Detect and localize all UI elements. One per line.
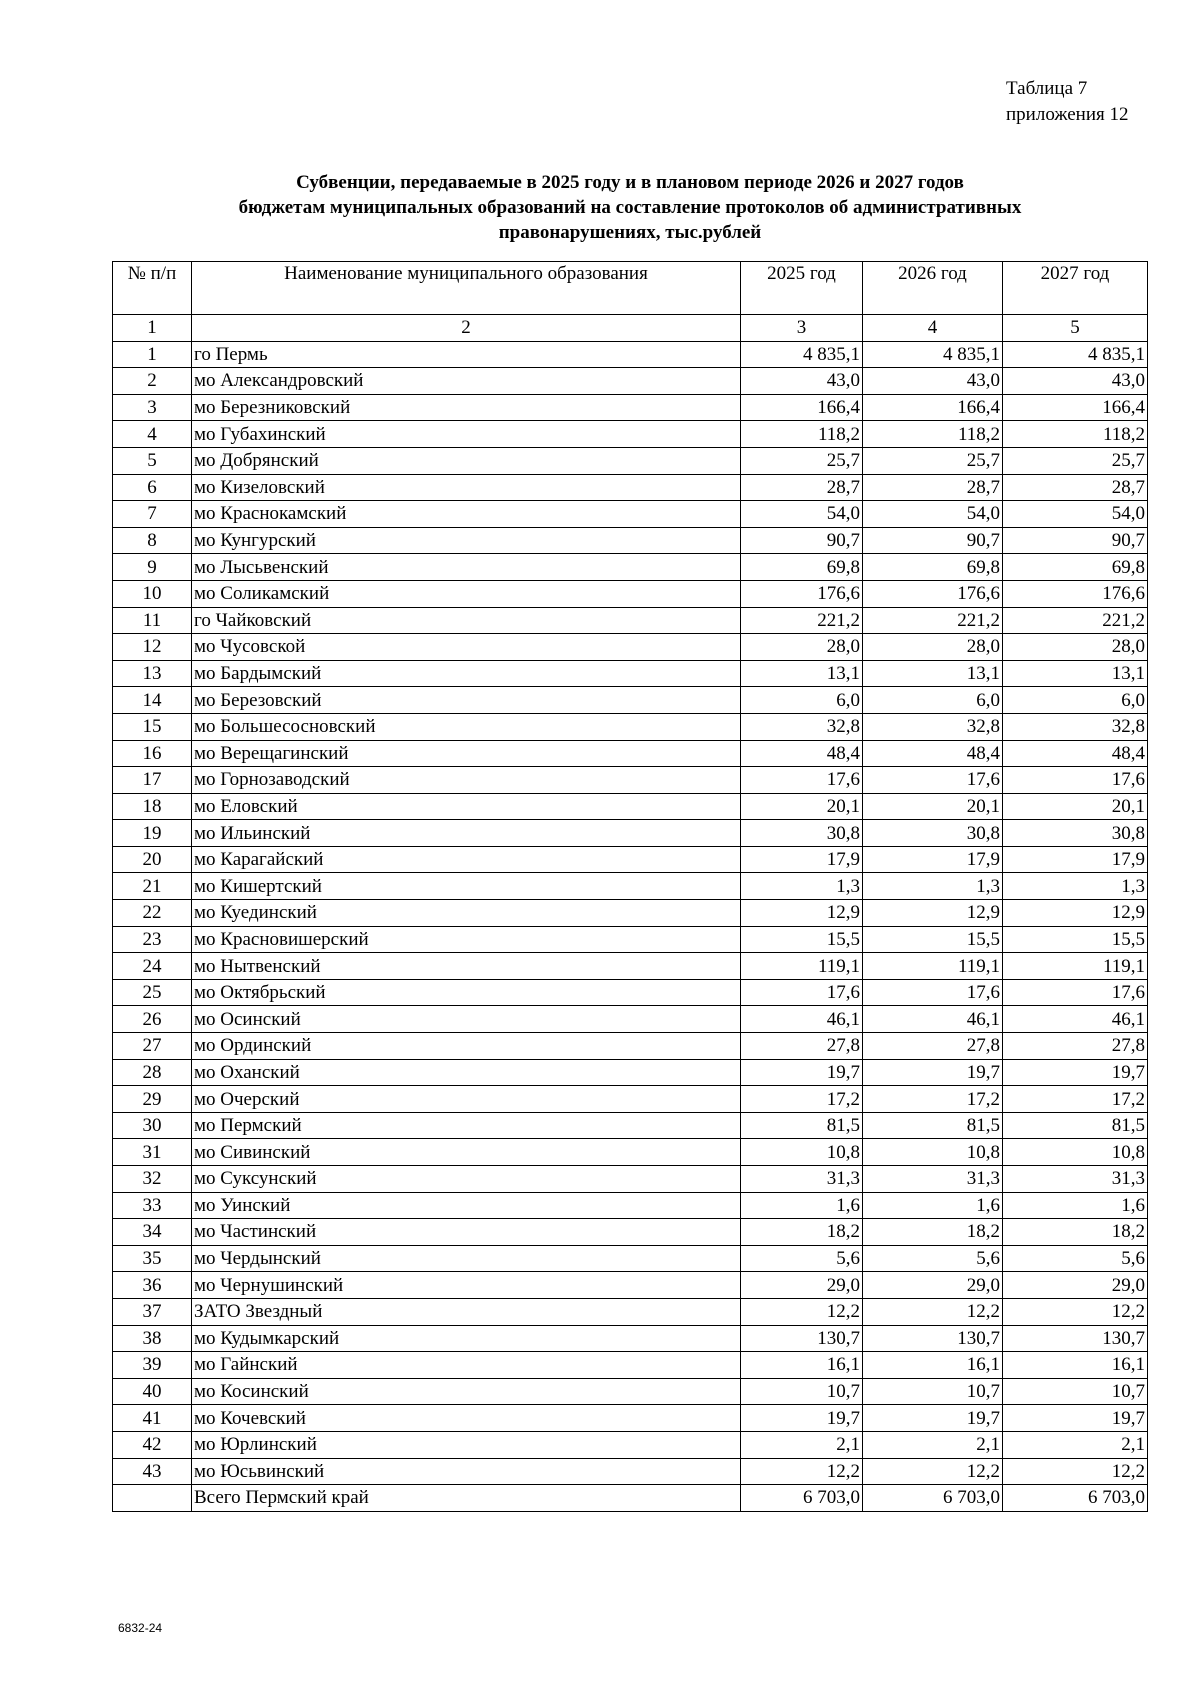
table-row — [113, 660, 1148, 687]
table-row — [113, 341, 1148, 368]
table-body — [113, 262, 1148, 1512]
row-number: 13 — [113, 660, 192, 687]
table-row — [113, 900, 1148, 927]
value-2026: 4 835,1 — [863, 341, 1003, 368]
value-2027: 6,0 — [1003, 687, 1148, 714]
municipality-name: мо Бардымский — [192, 660, 741, 687]
value-2026: 16,1 — [863, 1352, 1003, 1379]
municipality-name: мо Оханский — [192, 1059, 741, 1086]
table-row — [113, 501, 1148, 528]
municipality-name: мо Ильинский — [192, 820, 741, 847]
table-row — [113, 1086, 1148, 1113]
header-number: № п/п — [113, 262, 192, 315]
value-2025: 6,0 — [741, 687, 863, 714]
value-2025: 30,8 — [741, 820, 863, 847]
row-number: 43 — [113, 1458, 192, 1485]
table-row — [113, 740, 1148, 767]
table-row — [113, 873, 1148, 900]
table-row — [113, 394, 1148, 421]
value-2026: 17,9 — [863, 846, 1003, 873]
value-2026: 6,0 — [863, 687, 1003, 714]
value-2026: 28,7 — [863, 474, 1003, 501]
value-2027: 12,9 — [1003, 900, 1148, 927]
municipality-name: мо Октябрьский — [192, 979, 741, 1006]
value-2025: 69,8 — [741, 554, 863, 581]
table-row — [113, 368, 1148, 395]
value-2025: 118,2 — [741, 421, 863, 448]
value-2026: 130,7 — [863, 1325, 1003, 1352]
value-2026: 32,8 — [863, 713, 1003, 740]
value-2026: 31,3 — [863, 1166, 1003, 1193]
municipality-name: мо Суксунский — [192, 1166, 741, 1193]
value-2027: 5,6 — [1003, 1245, 1148, 1272]
municipality-name: мо Горнозаводский — [192, 767, 741, 794]
value-2026: 17,6 — [863, 767, 1003, 794]
value-2026: 81,5 — [863, 1112, 1003, 1139]
table-row — [113, 1298, 1148, 1325]
value-2025: 10,7 — [741, 1378, 863, 1405]
value-2026: 5,6 — [863, 1245, 1003, 1272]
value-2027: 17,2 — [1003, 1086, 1148, 1113]
value-2027: 54,0 — [1003, 501, 1148, 528]
value-2025: 5,6 — [741, 1245, 863, 1272]
municipality-name: мо Косинский — [192, 1378, 741, 1405]
row-number: 34 — [113, 1219, 192, 1246]
table-row — [113, 713, 1148, 740]
value-2026: 69,8 — [863, 554, 1003, 581]
value-2026: 25,7 — [863, 447, 1003, 474]
row-number: 23 — [113, 926, 192, 953]
value-2026: 12,2 — [863, 1458, 1003, 1485]
row-number: 33 — [113, 1192, 192, 1219]
value-2025: 221,2 — [741, 607, 863, 634]
value-2025: 10,8 — [741, 1139, 863, 1166]
municipality-name: мо Губахинский — [192, 421, 741, 448]
value-2027: 17,6 — [1003, 767, 1148, 794]
municipality-name: мо Краснокамский — [192, 501, 741, 528]
value-2026: 1,3 — [863, 873, 1003, 900]
value-2027: 4 835,1 — [1003, 341, 1148, 368]
value-2027: 15,5 — [1003, 926, 1148, 953]
table-row — [113, 1006, 1148, 1033]
value-2025: 28,7 — [741, 474, 863, 501]
document-title — [110, 170, 1150, 245]
value-2027: 118,2 — [1003, 421, 1148, 448]
title-line: бюджетам муниципальных образований на составление протоколов об административных — [238, 197, 1022, 218]
value-2026: 10,7 — [863, 1378, 1003, 1405]
municipality-name: мо Большесосновский — [192, 713, 741, 740]
table-row — [113, 1325, 1148, 1352]
value-2027: 12,2 — [1003, 1298, 1148, 1325]
row-number: 35 — [113, 1245, 192, 1272]
value-2026: 221,2 — [863, 607, 1003, 634]
row-number: 11 — [113, 607, 192, 634]
table-row — [113, 1112, 1148, 1139]
table-row — [113, 979, 1148, 1006]
value-2025: 90,7 — [741, 527, 863, 554]
municipality-name: мо Красновишерский — [192, 926, 741, 953]
table-row — [113, 1033, 1148, 1060]
value-2025: 12,2 — [741, 1458, 863, 1485]
header-2025: 2025 год — [741, 262, 863, 315]
municipality-name: мо Частинский — [192, 1219, 741, 1246]
row-number: 3 — [113, 394, 192, 421]
row-number: 5 — [113, 447, 192, 474]
value-2027: 18,2 — [1003, 1219, 1148, 1246]
row-number: 19 — [113, 820, 192, 847]
value-2026: 17,2 — [863, 1086, 1003, 1113]
value-2027: 12,2 — [1003, 1458, 1148, 1485]
row-number: 25 — [113, 979, 192, 1006]
municipality-name: го Чайковский — [192, 607, 741, 634]
value-2027: 31,3 — [1003, 1166, 1148, 1193]
row-number: 15 — [113, 713, 192, 740]
municipality-name: мо Лысьвенский — [192, 554, 741, 581]
value-2027: 20,1 — [1003, 793, 1148, 820]
value-2025: 28,0 — [741, 634, 863, 661]
value-2026: 28,0 — [863, 634, 1003, 661]
municipality-name: мо Нытвенский — [192, 953, 741, 980]
value-2026: 6 703,0 — [863, 1485, 1003, 1512]
value-2026: 1,6 — [863, 1192, 1003, 1219]
municipality-name: Всего Пермский край — [192, 1485, 741, 1512]
value-2026: 90,7 — [863, 527, 1003, 554]
table-row — [113, 580, 1148, 607]
table-row — [113, 1405, 1148, 1432]
table-row — [113, 421, 1148, 448]
value-2025: 13,1 — [741, 660, 863, 687]
row-number: 7 — [113, 501, 192, 528]
municipality-name: мо Соликамский — [192, 580, 741, 607]
table-row — [113, 767, 1148, 794]
title-line: Субвенции, передаваемые в 2025 году и в плановом периоде 2026 и 2027 годов — [296, 172, 964, 193]
value-2027: 13,1 — [1003, 660, 1148, 687]
table-row — [113, 554, 1148, 581]
value-2027: 81,5 — [1003, 1112, 1148, 1139]
value-2027: 28,0 — [1003, 634, 1148, 661]
value-2025: 32,8 — [741, 713, 863, 740]
value-2026: 15,5 — [863, 926, 1003, 953]
table-row — [113, 1192, 1148, 1219]
row-number: 20 — [113, 846, 192, 873]
value-2026: 43,0 — [863, 368, 1003, 395]
value-2026: 29,0 — [863, 1272, 1003, 1299]
value-2027: 17,6 — [1003, 979, 1148, 1006]
row-number: 32 — [113, 1166, 192, 1193]
municipality-name: мо Еловский — [192, 793, 741, 820]
value-2027: 32,8 — [1003, 713, 1148, 740]
row-number: 21 — [113, 873, 192, 900]
subventions-table — [112, 261, 1148, 1512]
value-2027: 10,7 — [1003, 1378, 1148, 1405]
value-2026: 19,7 — [863, 1405, 1003, 1432]
value-2027: 43,0 — [1003, 368, 1148, 395]
municipality-name: мо Кудымкарский — [192, 1325, 741, 1352]
value-2027: 16,1 — [1003, 1352, 1148, 1379]
value-2026: 2,1 — [863, 1431, 1003, 1458]
column-number: 4 — [863, 315, 1003, 342]
table-row — [113, 1431, 1148, 1458]
municipality-name: мо Кочевский — [192, 1405, 741, 1432]
column-number: 1 — [113, 315, 192, 342]
row-number: 42 — [113, 1431, 192, 1458]
value-2025: 16,1 — [741, 1352, 863, 1379]
title-line: правонарушениях, тыс.рублей — [498, 222, 762, 243]
value-2025: 31,3 — [741, 1166, 863, 1193]
value-2026: 12,9 — [863, 900, 1003, 927]
municipality-name: мо Верещагинский — [192, 740, 741, 767]
appendix-reference — [1006, 76, 1128, 128]
value-2027: 48,4 — [1003, 740, 1148, 767]
value-2025: 4 835,1 — [741, 341, 863, 368]
value-2027: 166,4 — [1003, 394, 1148, 421]
municipality-name: мо Чернушинский — [192, 1272, 741, 1299]
municipality-name: ЗАТО Звездный — [192, 1298, 741, 1325]
row-number: 1 — [113, 341, 192, 368]
value-2026: 118,2 — [863, 421, 1003, 448]
value-2025: 17,2 — [741, 1086, 863, 1113]
value-2027: 19,7 — [1003, 1405, 1148, 1432]
value-2026: 17,6 — [863, 979, 1003, 1006]
value-2026: 10,8 — [863, 1139, 1003, 1166]
value-2027: 1,3 — [1003, 873, 1148, 900]
value-2025: 176,6 — [741, 580, 863, 607]
municipality-name: мо Березниковский — [192, 394, 741, 421]
table-row — [113, 1245, 1148, 1272]
table-row — [113, 1378, 1148, 1405]
row-number: 4 — [113, 421, 192, 448]
value-2025: 15,5 — [741, 926, 863, 953]
value-2026: 27,8 — [863, 1033, 1003, 1060]
value-2027: 25,7 — [1003, 447, 1148, 474]
row-number: 9 — [113, 554, 192, 581]
municipality-name: мо Пермский — [192, 1112, 741, 1139]
value-2025: 1,6 — [741, 1192, 863, 1219]
value-2025: 43,0 — [741, 368, 863, 395]
value-2027: 17,9 — [1003, 846, 1148, 873]
table-row — [113, 1272, 1148, 1299]
table-row — [113, 846, 1148, 873]
table-row — [113, 447, 1148, 474]
row-number: 8 — [113, 527, 192, 554]
value-2027: 10,8 — [1003, 1139, 1148, 1166]
value-2027: 69,8 — [1003, 554, 1148, 581]
row-number: 30 — [113, 1112, 192, 1139]
table-row — [113, 1458, 1148, 1485]
table-row — [113, 820, 1148, 847]
value-2025: 19,7 — [741, 1405, 863, 1432]
value-2026: 20,1 — [863, 793, 1003, 820]
row-number: 24 — [113, 953, 192, 980]
municipality-name: мо Кишертский — [192, 873, 741, 900]
value-2026: 119,1 — [863, 953, 1003, 980]
value-2025: 17,6 — [741, 979, 863, 1006]
municipality-name: мо Юрлинский — [192, 1431, 741, 1458]
row-number: 10 — [113, 580, 192, 607]
municipality-name: мо Очерский — [192, 1086, 741, 1113]
municipality-name: мо Осинский — [192, 1006, 741, 1033]
row-number: 6 — [113, 474, 192, 501]
value-2027: 1,6 — [1003, 1192, 1148, 1219]
table-row — [113, 1352, 1148, 1379]
value-2025: 6 703,0 — [741, 1485, 863, 1512]
value-2027: 19,7 — [1003, 1059, 1148, 1086]
value-2025: 46,1 — [741, 1006, 863, 1033]
municipality-name: мо Карагайский — [192, 846, 741, 873]
value-2027: 28,7 — [1003, 474, 1148, 501]
row-number: 29 — [113, 1086, 192, 1113]
value-2026: 30,8 — [863, 820, 1003, 847]
value-2025: 12,9 — [741, 900, 863, 927]
value-2026: 166,4 — [863, 394, 1003, 421]
value-2025: 27,8 — [741, 1033, 863, 1060]
table-row — [113, 607, 1148, 634]
table-row — [113, 687, 1148, 714]
municipality-name: мо Чусовской — [192, 634, 741, 661]
value-2026: 19,7 — [863, 1059, 1003, 1086]
value-2025: 48,4 — [741, 740, 863, 767]
value-2026: 13,1 — [863, 660, 1003, 687]
row-number: 39 — [113, 1352, 192, 1379]
municipality-name: мо Гайнский — [192, 1352, 741, 1379]
row-number: 18 — [113, 793, 192, 820]
table-header-row — [113, 262, 1148, 315]
row-number: 26 — [113, 1006, 192, 1033]
value-2025: 130,7 — [741, 1325, 863, 1352]
document-code: 6832-24 — [118, 1621, 163, 1635]
value-2027: 119,1 — [1003, 953, 1148, 980]
value-2026: 46,1 — [863, 1006, 1003, 1033]
row-number: 41 — [113, 1405, 192, 1432]
row-number: 2 — [113, 368, 192, 395]
value-2025: 19,7 — [741, 1059, 863, 1086]
column-number: 5 — [1003, 315, 1148, 342]
value-2027: 130,7 — [1003, 1325, 1148, 1352]
table-row — [113, 474, 1148, 501]
value-2026: 12,2 — [863, 1298, 1003, 1325]
appendix-table-number: Таблица 7 — [1006, 78, 1088, 99]
value-2025: 17,9 — [741, 846, 863, 873]
row-number: 27 — [113, 1033, 192, 1060]
value-2027: 6 703,0 — [1003, 1485, 1148, 1512]
value-2025: 20,1 — [741, 793, 863, 820]
value-2025: 17,6 — [741, 767, 863, 794]
value-2027: 176,6 — [1003, 580, 1148, 607]
row-number — [113, 1485, 192, 1512]
value-2025: 54,0 — [741, 501, 863, 528]
municipality-name: мо Уинский — [192, 1192, 741, 1219]
table-row — [113, 634, 1148, 661]
value-2026: 176,6 — [863, 580, 1003, 607]
column-number: 2 — [192, 315, 741, 342]
value-2025: 29,0 — [741, 1272, 863, 1299]
table-row — [113, 1139, 1148, 1166]
municipality-name: мо Чердынский — [192, 1245, 741, 1272]
row-number: 28 — [113, 1059, 192, 1086]
row-number: 17 — [113, 767, 192, 794]
value-2027: 90,7 — [1003, 527, 1148, 554]
row-number: 38 — [113, 1325, 192, 1352]
value-2026: 54,0 — [863, 501, 1003, 528]
value-2027: 29,0 — [1003, 1272, 1148, 1299]
municipality-name: мо Юсьвинский — [192, 1458, 741, 1485]
value-2025: 1,3 — [741, 873, 863, 900]
municipality-name: мо Березовский — [192, 687, 741, 714]
value-2026: 18,2 — [863, 1219, 1003, 1246]
row-number: 37 — [113, 1298, 192, 1325]
row-number: 36 — [113, 1272, 192, 1299]
row-number: 40 — [113, 1378, 192, 1405]
value-2026: 48,4 — [863, 740, 1003, 767]
value-2027: 221,2 — [1003, 607, 1148, 634]
value-2025: 18,2 — [741, 1219, 863, 1246]
value-2027: 2,1 — [1003, 1431, 1148, 1458]
total-row — [113, 1485, 1148, 1512]
municipality-name: мо Кизеловский — [192, 474, 741, 501]
table-row — [113, 953, 1148, 980]
value-2025: 81,5 — [741, 1112, 863, 1139]
row-number: 22 — [113, 900, 192, 927]
header-2027: 2027 год — [1003, 262, 1148, 315]
value-2027: 30,8 — [1003, 820, 1148, 847]
appendix-attachment-number: приложения 12 — [1006, 104, 1129, 125]
value-2025: 166,4 — [741, 394, 863, 421]
table-row — [113, 1059, 1148, 1086]
municipality-name: мо Ординский — [192, 1033, 741, 1060]
column-numbers-row — [113, 315, 1148, 342]
value-2025: 25,7 — [741, 447, 863, 474]
row-number: 12 — [113, 634, 192, 661]
value-2027: 27,8 — [1003, 1033, 1148, 1060]
municipality-name: мо Александровский — [192, 368, 741, 395]
municipality-name: мо Кунгурский — [192, 527, 741, 554]
municipality-name: мо Сивинский — [192, 1139, 741, 1166]
table-row — [113, 926, 1148, 953]
row-number: 16 — [113, 740, 192, 767]
row-number: 31 — [113, 1139, 192, 1166]
table-row — [113, 1219, 1148, 1246]
table-row — [113, 1166, 1148, 1193]
municipality-name: го Пермь — [192, 341, 741, 368]
header-2026: 2026 год — [863, 262, 1003, 315]
table-row — [113, 527, 1148, 554]
table-row — [113, 793, 1148, 820]
municipality-name: мо Добрянский — [192, 447, 741, 474]
column-number: 3 — [741, 315, 863, 342]
value-2027: 46,1 — [1003, 1006, 1148, 1033]
row-number: 14 — [113, 687, 192, 714]
header-name: Наименование муниципального образования — [192, 262, 741, 315]
value-2025: 119,1 — [741, 953, 863, 980]
municipality-name: мо Куединский — [192, 900, 741, 927]
value-2025: 2,1 — [741, 1431, 863, 1458]
value-2025: 12,2 — [741, 1298, 863, 1325]
